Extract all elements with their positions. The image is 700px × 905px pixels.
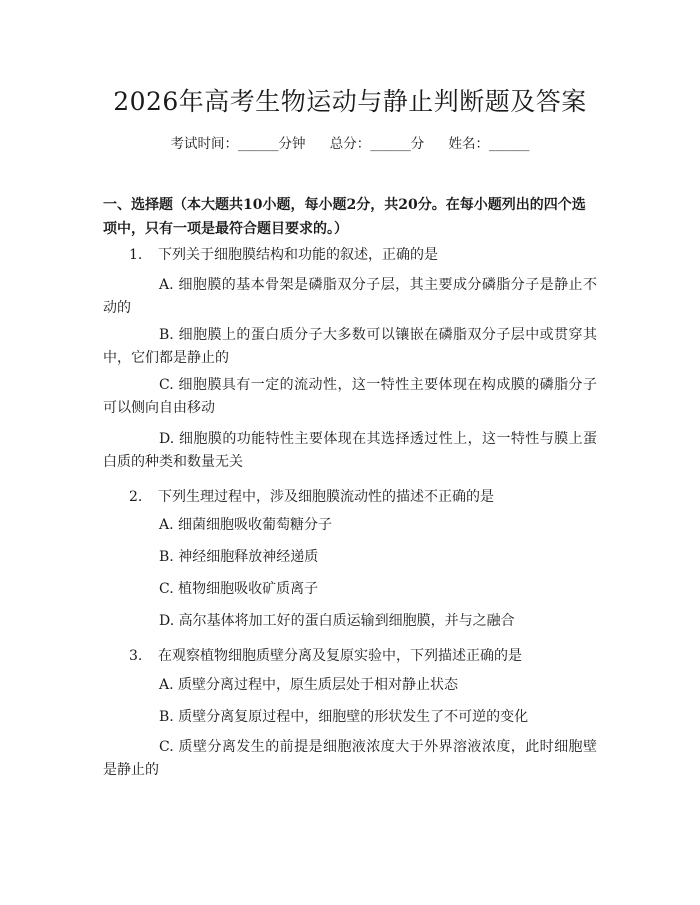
- question-text: 下列生理过程中，涉及细胞膜流动性的描述不正确的是: [158, 489, 494, 505]
- question-number: 2.: [129, 489, 143, 505]
- question-3-option-a: A. 质壁分离过程中，原生质层处于相对静止状态: [159, 677, 459, 693]
- question-text: 下列关于细胞膜结构和功能的叙述，正确的是: [158, 247, 438, 263]
- question-1-stem: [129, 244, 438, 264]
- question-3-option-c: C. 质壁分离发生的前提是细胞液浓度大于外界溶液浓度，此时细胞壁是静止的: [103, 739, 597, 778]
- total-score-field: 总分：______分: [329, 136, 425, 152]
- question-2-option-b: B. 神经细胞释放神经递质: [159, 549, 319, 565]
- question-2-stem: [129, 486, 494, 506]
- question-3-stem: [129, 645, 522, 665]
- exam-info-line: [0, 132, 700, 152]
- question-number: 1.: [129, 247, 143, 263]
- question-1-option-b: B. 细胞膜上的蛋白质分子大多数可以镶嵌在磷脂双分子层中或贯穿其中，它们都是静止的: [103, 327, 597, 366]
- question-number: 3.: [129, 648, 143, 664]
- section-heading: 一、选择题（本大题共10小题，每小题2分，共20分。在每小题列出的四个选项中，只有一项是最符合题目要求的。）: [103, 197, 586, 237]
- question-1-option-c: C. 细胞膜具有一定的流动性，这一特性主要体现在构成膜的磷脂分子可以侧向自由移动: [103, 377, 597, 416]
- question-2-option-a: A. 细菌细胞吸收葡萄糖分子: [159, 517, 333, 533]
- question-text: 在观察植物细胞质壁分离及复原实验中，下列描述正确的是: [158, 648, 522, 664]
- student-name-field: 姓名：______: [448, 136, 530, 152]
- question-1-option-d: D. 细胞膜的功能特性主要体现在其选择透过性上，这一特性与膜上蛋白质的种类和数量无关: [103, 431, 597, 470]
- question-3-option-b: B. 质壁分离复原过程中，细胞壁的形状发生了不可逆的变化: [159, 709, 529, 725]
- exam-time-field: 考试时间：______分钟: [170, 136, 306, 152]
- question-2-option-d: D. 高尔基体将加工好的蛋白质运输到细胞膜，并与之融合: [159, 613, 515, 629]
- question-2-option-c: C. 植物细胞吸收矿质离子: [159, 581, 319, 597]
- question-1-option-a: A. 细胞膜的基本骨架是磷脂双分子层，其主要成分磷脂分子是静止不动的: [103, 277, 597, 316]
- page-title: 2026年高考生物运动与静止判断题及答案: [113, 87, 587, 116]
